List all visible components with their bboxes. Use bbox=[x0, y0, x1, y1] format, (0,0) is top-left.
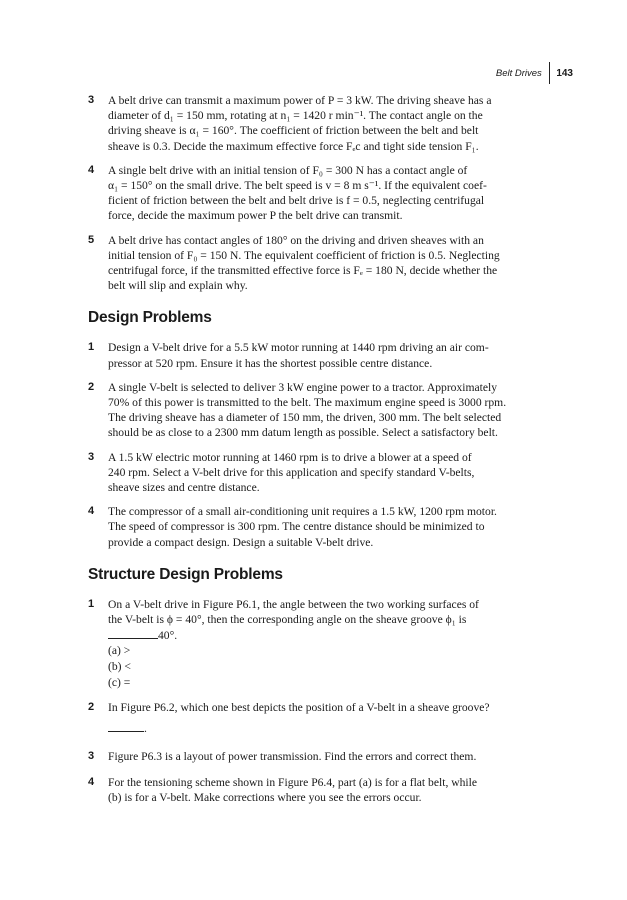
problem-number: 3 bbox=[88, 450, 95, 463]
problem-number: 1 bbox=[88, 597, 95, 610]
answer-blank bbox=[108, 627, 158, 639]
design-problem-4 bbox=[88, 504, 556, 550]
text-line: initial tension of F₀ = 150 N. The equivalent coefficient of friction is 0.5. Neglecting bbox=[108, 248, 500, 262]
problem-number: 3 bbox=[88, 749, 95, 762]
text-line: should be as close to a 2300 mm datum length as possible. Select a satisfactory belt. bbox=[108, 426, 498, 440]
option-b: (b) < bbox=[108, 660, 131, 674]
page-body bbox=[88, 93, 556, 805]
structure-problem-3 bbox=[88, 749, 556, 764]
problem-5 bbox=[88, 233, 556, 294]
design-problem-3 bbox=[88, 450, 556, 496]
problem-number: 4 bbox=[88, 505, 95, 518]
text-line: The speed of compressor is 300 rpm. The centre distance should be minimized to bbox=[108, 520, 485, 534]
answer-line bbox=[108, 720, 556, 736]
problem-text bbox=[108, 775, 556, 805]
text-line: A single belt drive with an initial tension of F₀ = 300 N has a contact angle of bbox=[108, 163, 468, 177]
text-line: Figure P6.3 is a layout of power transmission. Find the errors and correct them. bbox=[108, 749, 477, 763]
problem-number: 1 bbox=[88, 341, 95, 354]
problem-number: 2 bbox=[88, 701, 95, 714]
problem-text bbox=[108, 163, 556, 224]
problem-text bbox=[108, 93, 556, 154]
text-line: force, decide the maximum power P the belt drive can transmit. bbox=[108, 209, 403, 223]
text-line: The compressor of a small air-conditioning unit requires a 1.5 kW, 1200 rpm motor. bbox=[108, 505, 497, 519]
problem-number: 4 bbox=[88, 775, 95, 788]
problem-text bbox=[108, 749, 556, 764]
text-line: On a V-belt drive in Figure P6.1, the angle between the two working surfaces of bbox=[108, 597, 479, 611]
problem-4 bbox=[88, 163, 556, 224]
text-line: For the tensioning scheme shown in Figure P6.4, part (a) is for a flat belt, while bbox=[108, 775, 477, 789]
text-line: Design a V-belt drive for a 5.5 kW motor running at 1440 rpm driving an air com- bbox=[108, 341, 489, 355]
problem-text bbox=[108, 700, 556, 736]
text-line: pressor at 520 rpm. Ensure it has the shortest possible centre distance. bbox=[108, 356, 433, 370]
text-line: driving sheave is α₁ = 160°. The coefficient of friction between the belt and belt bbox=[108, 124, 479, 138]
problem-number: 2 bbox=[88, 380, 95, 393]
text-line: diameter of d₁ = 150 mm, rotating at n₁ = 1420 r min⁻¹. The contact angle on the bbox=[108, 109, 483, 123]
text-line: the V-belt is ϕ = 40°, then the corresponding angle on the sheave groove ϕ₁ is bbox=[108, 613, 467, 627]
problem-text bbox=[108, 450, 556, 496]
text-line: A 1.5 kW electric motor running at 1460 rpm is to drive a blower at a speed of bbox=[108, 450, 472, 464]
structure-problem-1 bbox=[88, 597, 556, 644]
running-header bbox=[496, 62, 573, 84]
text-line: provide a compact design. Design a suitable V-belt drive. bbox=[108, 535, 374, 549]
design-problem-2 bbox=[88, 380, 556, 441]
problem-3 bbox=[88, 93, 556, 154]
design-problems-heading: Design Problems bbox=[88, 309, 212, 327]
answer-blank bbox=[108, 720, 144, 732]
text-line: centrifugal force, if the transmitted effective force is Fₑ = 180 N, decide whether the bbox=[108, 264, 498, 278]
text-line: 240 rpm. Select a V-belt drive for this application and specify standard V-belts, bbox=[108, 465, 475, 479]
text-line: The driving sheave has a diameter of 150 mm, the driven, 300 mm. The belt selected bbox=[108, 411, 502, 425]
text-line: . bbox=[144, 722, 147, 736]
text-line: ficient of friction between the belt and belt drive is f = 0.5, neglecting centrifugal bbox=[108, 194, 485, 208]
problem-number: 5 bbox=[88, 233, 95, 246]
problem-text bbox=[108, 380, 556, 441]
text-line: 70% of this power is transmitted to the belt. The maximum engine speed is 3000 rpm. bbox=[108, 396, 507, 410]
text-line: α₁ = 150° on the small drive. The belt speed is v = 8 m s⁻¹. If the equivalent coef- bbox=[108, 179, 487, 193]
text-line: belt will slip and explain why. bbox=[108, 279, 248, 293]
problem-text bbox=[108, 597, 556, 644]
page-number: 143 bbox=[556, 67, 573, 79]
text-line: sheave sizes and centre distance. bbox=[108, 481, 260, 495]
text-line: sheave is 0.3. Decide the maximum effective force Fₑc and tight side tension F₁. bbox=[108, 139, 479, 153]
problem-text bbox=[108, 233, 556, 294]
text-line: A single V-belt is selected to deliver 3 kW engine power to a tractor. Approximately bbox=[108, 380, 498, 394]
design-problem-1 bbox=[88, 340, 556, 370]
problem-text bbox=[108, 340, 556, 370]
answer-line bbox=[108, 627, 556, 643]
header-divider bbox=[549, 62, 551, 84]
structure-problem-4 bbox=[88, 775, 556, 805]
structure-problems-heading: Structure Design Problems bbox=[88, 565, 283, 583]
text-line: A belt drive has contact angles of 180° on the driving and driven sheaves with an bbox=[108, 233, 484, 247]
problem-number: 4 bbox=[88, 163, 95, 176]
option-c: (c) = bbox=[108, 675, 131, 689]
running-title: Belt Drives bbox=[495, 67, 542, 79]
text-line: 40°. bbox=[158, 629, 178, 643]
text-line: A belt drive can transmit a maximum power of P = 3 kW. The driving sheave has a bbox=[108, 94, 492, 107]
problem-text bbox=[108, 504, 556, 550]
structure-problem-2 bbox=[88, 700, 556, 736]
text-line: (b) is for a V-belt. Make corrections where you see the errors occur. bbox=[108, 791, 422, 805]
problem-number: 3 bbox=[88, 94, 95, 106]
option-a: (a) > bbox=[108, 644, 131, 658]
text-line: In Figure P6.2, which one best depicts the position of a V-belt in a sheave groove? bbox=[108, 701, 490, 715]
